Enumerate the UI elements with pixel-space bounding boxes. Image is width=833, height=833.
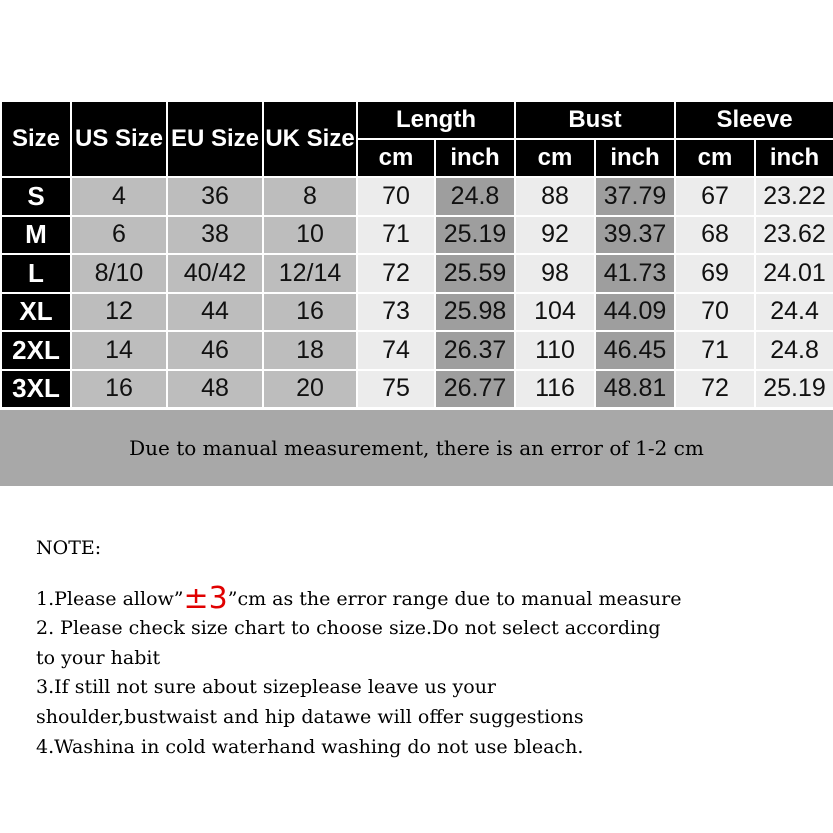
length-inch-cell: 26.77 [435, 370, 515, 409]
table-row [1, 216, 833, 255]
note-1-text-after: ”cm as the error range due to manual measure [227, 587, 682, 610]
sleeve-cm-cell: 71 [675, 331, 755, 370]
sleeve-cm-cell: 68 [675, 216, 755, 255]
sleeve-inch-cell: 23.22 [755, 177, 833, 216]
bust-inch-cell: 39.37 [595, 216, 675, 255]
notes-title: NOTE: [36, 537, 102, 559]
sleeve-inch-cell: 24.4 [755, 293, 833, 332]
table-row [1, 331, 833, 370]
bust-inch-cell: 41.73 [595, 254, 675, 293]
bust-cm-cell: 104 [515, 293, 595, 332]
note-line-3b: shoulder,bustwaist and hip datawe will offer suggestions [36, 705, 584, 728]
size-label-cell: 3XL [1, 370, 71, 409]
length-cm-cell: 73 [357, 293, 435, 332]
header-eu-size: EU Size [167, 101, 263, 177]
header-bust-cm: cm [515, 139, 595, 177]
sleeve-inch-cell: 24.01 [755, 254, 833, 293]
us-size-cell: 4 [71, 177, 167, 216]
table-row [1, 254, 833, 293]
bust-cm-cell: 110 [515, 331, 595, 370]
us-size-cell: 8/10 [71, 254, 167, 293]
note-line-2b: to your habit [36, 646, 161, 669]
table-row [1, 370, 833, 409]
sleeve-inch-cell: 24.8 [755, 331, 833, 370]
length-inch-cell: 24.8 [435, 177, 515, 216]
sleeve-cm-cell: 69 [675, 254, 755, 293]
size-label-cell: M [1, 216, 71, 255]
eu-size-cell: 40/42 [167, 254, 263, 293]
size-table [0, 100, 833, 409]
us-size-cell: 6 [71, 216, 167, 255]
length-cm-cell: 75 [357, 370, 435, 409]
bust-inch-cell: 44.09 [595, 293, 675, 332]
us-size-cell: 16 [71, 370, 167, 409]
length-inch-cell: 25.59 [435, 254, 515, 293]
uk-size-cell: 20 [263, 370, 357, 409]
header-size: Size [1, 101, 71, 177]
header-length-inch: inch [435, 139, 515, 177]
sleeve-cm-cell: 70 [675, 293, 755, 332]
bust-cm-cell: 88 [515, 177, 595, 216]
size-label-cell: S [1, 177, 71, 216]
length-cm-cell: 74 [357, 331, 435, 370]
header-us-size: US Size [71, 101, 167, 177]
note-line-4: 4.Washina in cold waterhand washing do not use bleach. [36, 735, 584, 758]
size-label-cell: L [1, 254, 71, 293]
eu-size-cell: 46 [167, 331, 263, 370]
header-length: Length [357, 101, 515, 139]
bust-cm-cell: 92 [515, 216, 595, 255]
eu-size-cell: 38 [167, 216, 263, 255]
bust-cm-cell: 98 [515, 254, 595, 293]
bust-inch-cell: 46.45 [595, 331, 675, 370]
header-row-top [1, 101, 833, 139]
sleeve-cm-cell: 72 [675, 370, 755, 409]
length-cm-cell: 70 [357, 177, 435, 216]
header-length-cm: cm [357, 139, 435, 177]
header-bust-inch: inch [595, 139, 675, 177]
notes-section [36, 534, 816, 762]
bust-cm-cell: 116 [515, 370, 595, 409]
measurement-disclaimer: Due to manual measurement, there is an error of 1-2 cm [0, 410, 833, 486]
size-chart [0, 100, 833, 409]
note-1-highlight: ±3 [183, 580, 228, 616]
length-inch-cell: 26.37 [435, 331, 515, 370]
note-line-1 [36, 580, 816, 616]
uk-size-cell: 8 [263, 177, 357, 216]
note-line-2a: 2. Please check size chart to choose size.Do not select according [36, 617, 661, 640]
length-inch-cell: 25.98 [435, 293, 515, 332]
header-sleeve-inch: inch [755, 139, 833, 177]
uk-size-cell: 12/14 [263, 254, 357, 293]
sleeve-inch-cell: 25.19 [755, 370, 833, 409]
note-line-3a: 3.If still not sure about sizeplease leave us your [36, 676, 497, 699]
header-uk-size: UK Size [263, 101, 357, 177]
uk-size-cell: 18 [263, 331, 357, 370]
eu-size-cell: 44 [167, 293, 263, 332]
size-label-cell: XL [1, 293, 71, 332]
sleeve-inch-cell: 23.62 [755, 216, 833, 255]
us-size-cell: 14 [71, 331, 167, 370]
length-inch-cell: 25.19 [435, 216, 515, 255]
table-row [1, 293, 833, 332]
eu-size-cell: 48 [167, 370, 263, 409]
uk-size-cell: 10 [263, 216, 357, 255]
length-cm-cell: 72 [357, 254, 435, 293]
eu-size-cell: 36 [167, 177, 263, 216]
table-row [1, 177, 833, 216]
uk-size-cell: 16 [263, 293, 357, 332]
header-sleeve-cm: cm [675, 139, 755, 177]
header-sleeve: Sleeve [675, 101, 833, 139]
header-bust: Bust [515, 101, 675, 139]
size-label-cell: 2XL [1, 331, 71, 370]
note-1-text-before: 1.Please allow” [36, 587, 184, 610]
bust-inch-cell: 48.81 [595, 370, 675, 409]
us-size-cell: 12 [71, 293, 167, 332]
bust-inch-cell: 37.79 [595, 177, 675, 216]
sleeve-cm-cell: 67 [675, 177, 755, 216]
length-cm-cell: 71 [357, 216, 435, 255]
